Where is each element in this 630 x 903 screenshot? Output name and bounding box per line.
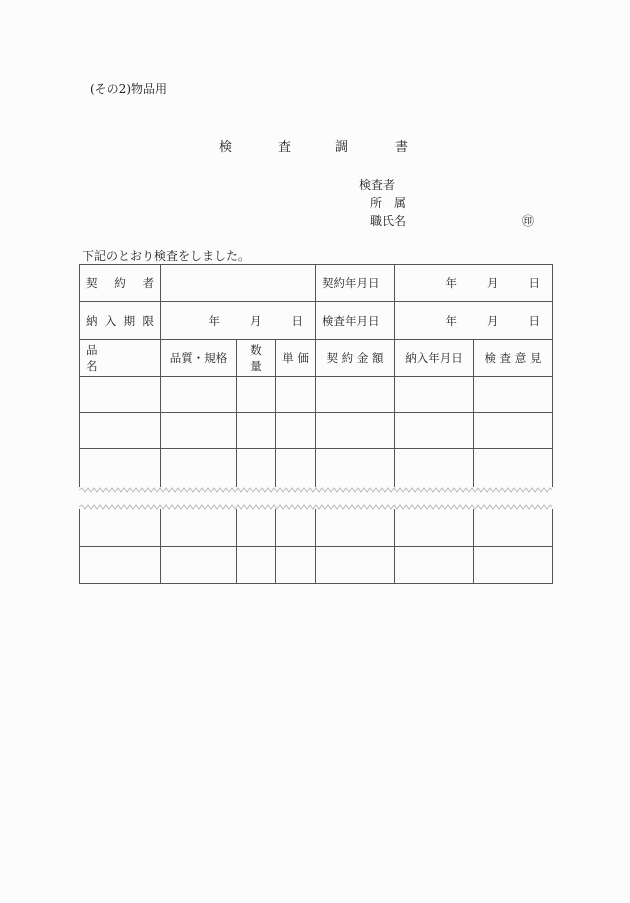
inspection-table-bottom xyxy=(79,509,553,584)
inspection-note: 下記のとおり検査をしました。 xyxy=(82,249,251,263)
title-char-4: 書 xyxy=(395,140,409,155)
deadline-label: 納 入 期 限 xyxy=(80,302,161,340)
table-break-line-top xyxy=(79,487,552,493)
inspector-label: 検査者 xyxy=(359,178,396,192)
title-char-3: 調 xyxy=(335,140,349,155)
table-row xyxy=(80,377,553,413)
table-row xyxy=(80,413,553,449)
col-quantity: 数 量 xyxy=(237,340,276,377)
name-label: 職氏名 xyxy=(370,214,407,228)
col-unit-price: 単 価 xyxy=(276,340,316,377)
inspection-table-top xyxy=(79,264,553,487)
col-contract-amount: 契 約 金 額 xyxy=(316,340,395,377)
deadline-value[interactable]: 年 月 日 xyxy=(161,302,316,340)
contract-date-value[interactable]: 年 月 日 xyxy=(395,265,553,302)
table-row xyxy=(80,546,553,583)
seal-mark: ㊞ xyxy=(522,214,535,228)
inspection-date-label: 検査年月日 xyxy=(316,302,395,340)
col-inspection-opinion: 検 査 意 見 xyxy=(474,340,553,377)
table-row xyxy=(80,509,553,546)
contract-date-label: 契約年月日 xyxy=(316,265,395,302)
form-subtitle: (その2)物品用 xyxy=(90,82,167,96)
col-item-name: 品 名 xyxy=(80,340,161,377)
col-quality-spec: 品質・規格 xyxy=(161,340,237,377)
inspection-date-value[interactable]: 年 月 日 xyxy=(395,302,553,340)
affiliation-label: 所 属 xyxy=(370,196,407,210)
title-char-2: 査 xyxy=(278,140,292,155)
title-char-1: 検 xyxy=(219,140,233,155)
table-row xyxy=(80,449,553,487)
col-delivery-date: 納入年月日 xyxy=(395,340,474,377)
contractor-label: 契 約 者 xyxy=(80,265,161,302)
contractor-value[interactable] xyxy=(161,265,316,302)
